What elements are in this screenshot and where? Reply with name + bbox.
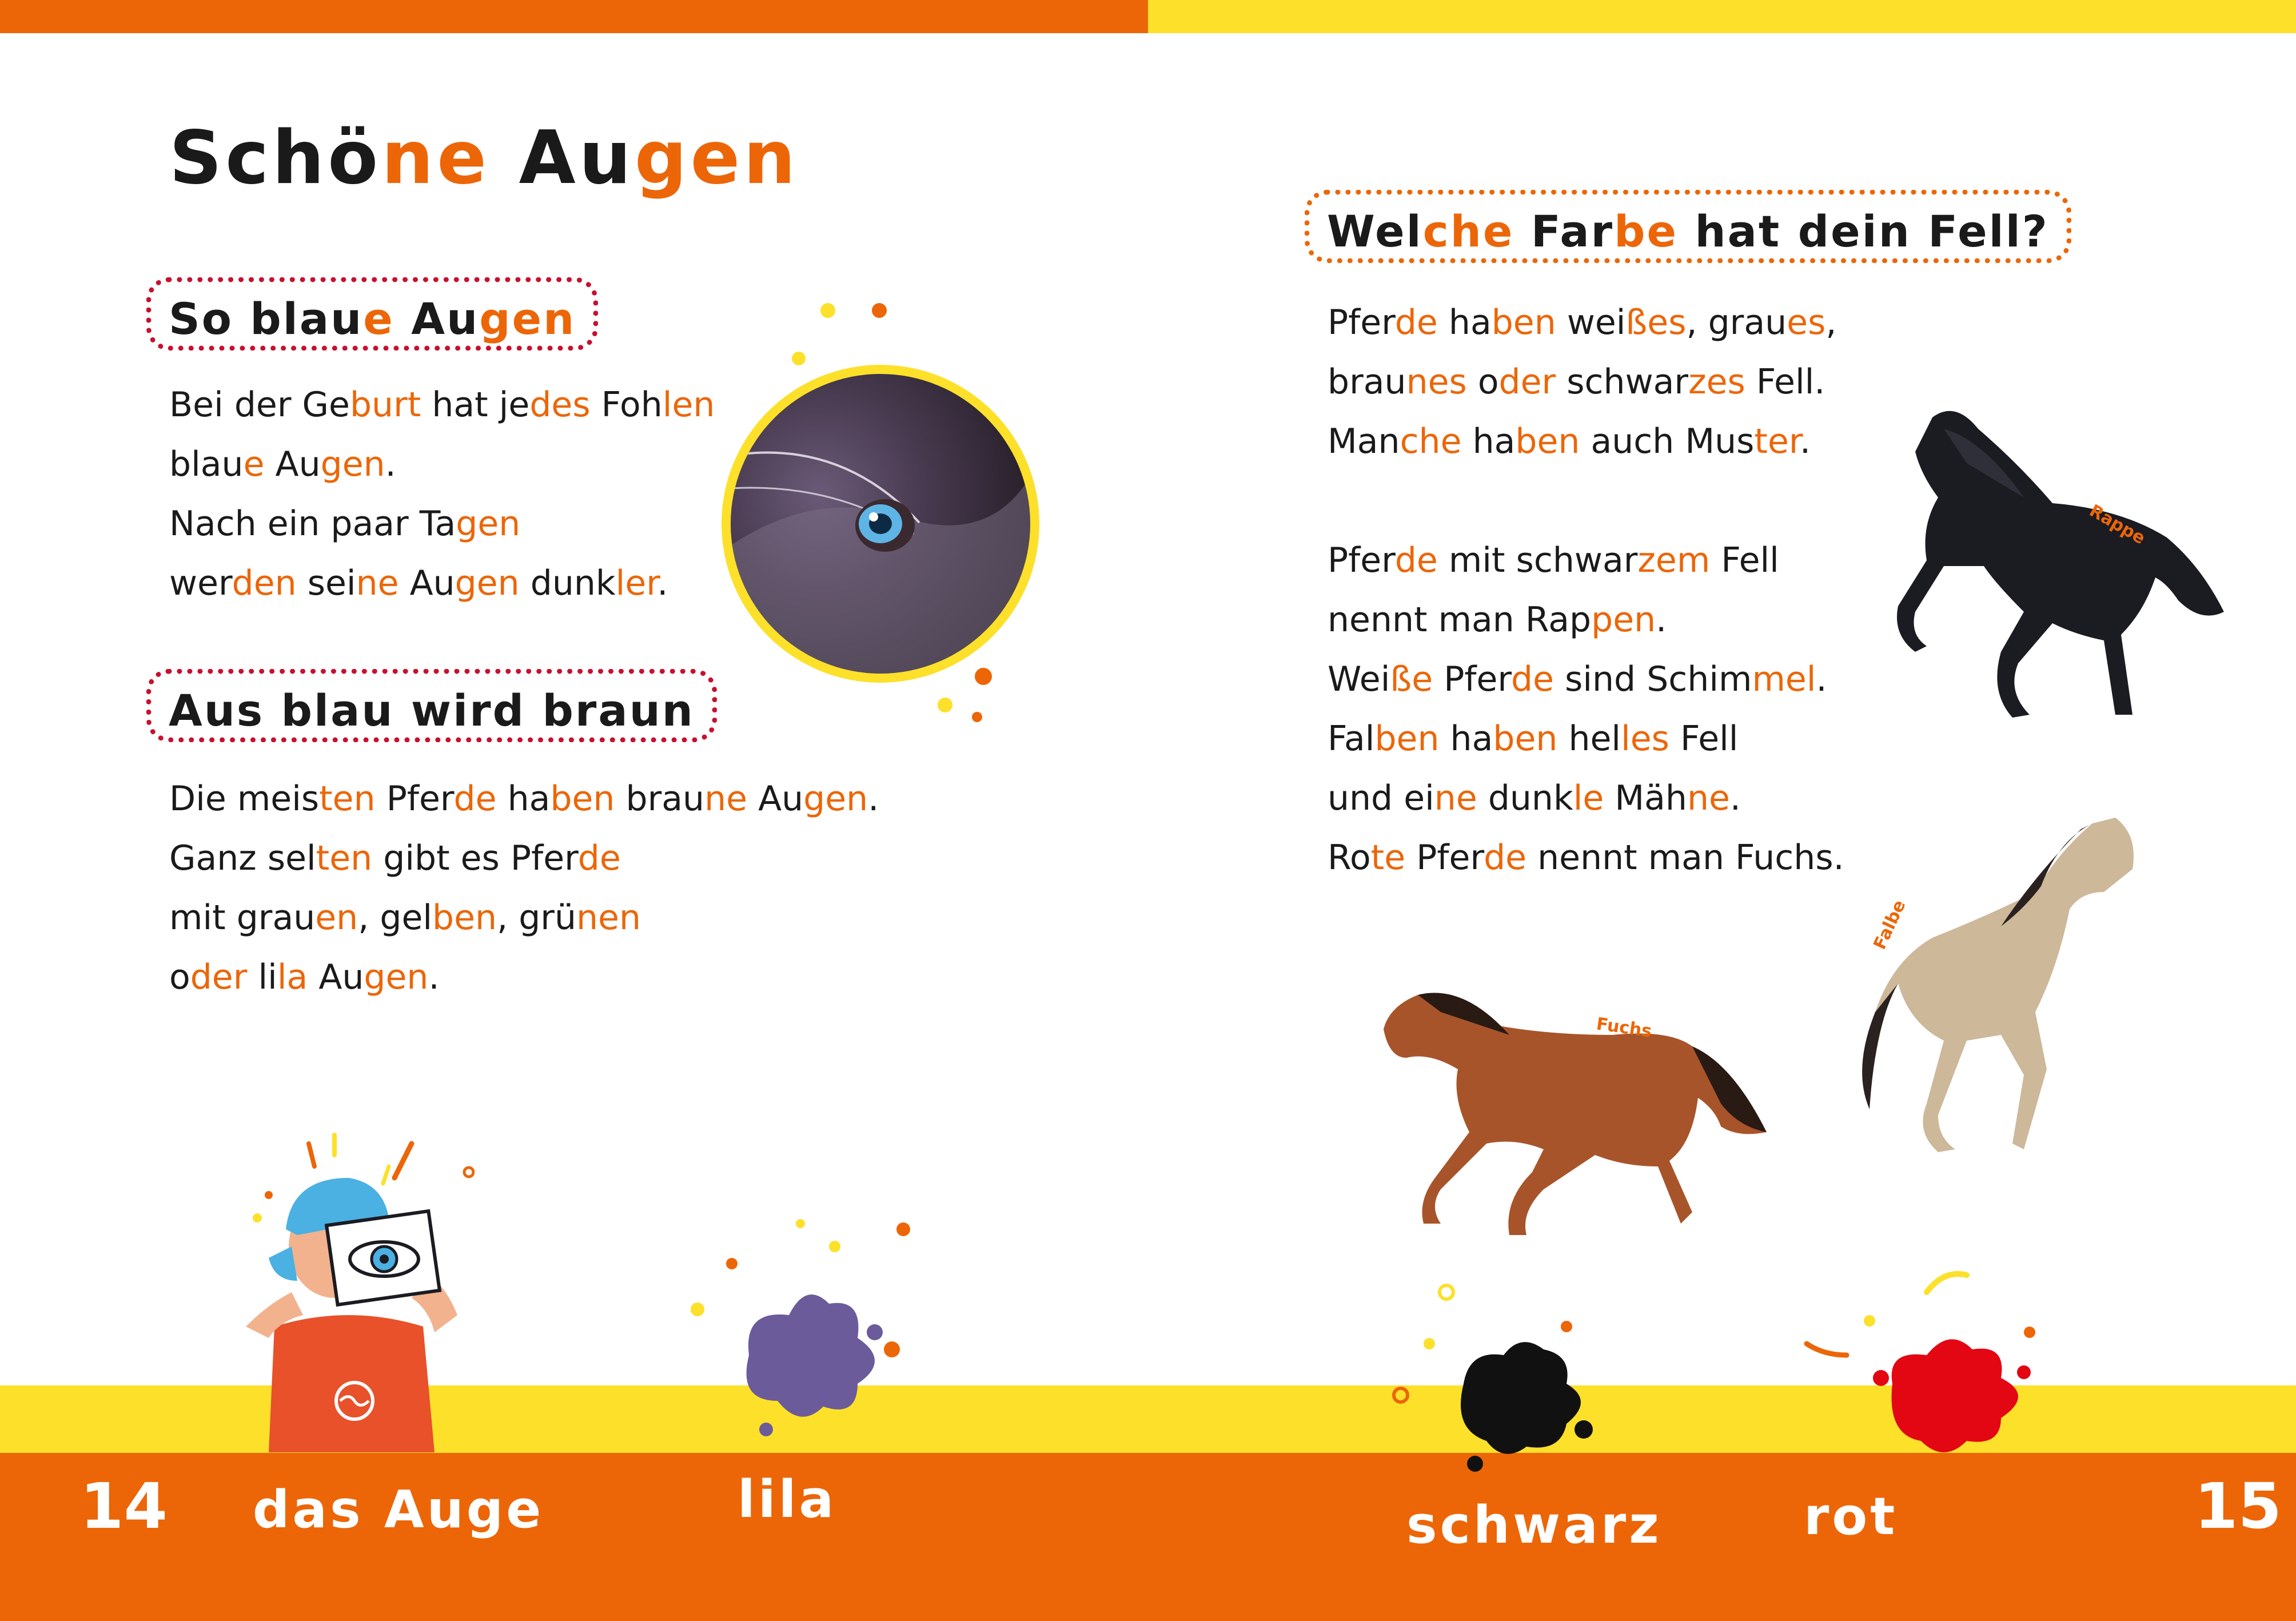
text-segment: de: [1394, 540, 1438, 580]
text-segment: de: [1511, 659, 1554, 699]
text-segment: brau: [1328, 362, 1406, 402]
heading-aus-blau-wird-braun: Aus blau wird braun: [146, 669, 717, 742]
page-title: Schöne Augen: [169, 115, 799, 201]
decor-dot: [820, 303, 835, 318]
horse-eye-drawing: [731, 374, 1030, 674]
paragraph-blaue-augen: [169, 375, 715, 613]
text-segment: pen: [1591, 600, 1656, 640]
caption-fuchs: Fuchs: [1595, 1014, 1653, 1042]
text-line: [169, 494, 715, 553]
text-segment: , gel: [358, 898, 433, 938]
text-segment: ben: [432, 898, 497, 938]
text-segment: dunk: [519, 563, 616, 603]
text-segment: den: [232, 563, 297, 603]
text-segment: en: [315, 898, 358, 938]
text-segment: ,: [1825, 302, 1837, 342]
text-segment: der: [190, 957, 248, 997]
text-line: [169, 769, 879, 829]
text-segment: Mäh: [1604, 778, 1687, 818]
text-segment: Bei der Ge: [169, 385, 350, 425]
black-horse-rappe-image: [1881, 395, 2235, 738]
text-segment: mit schwar: [1437, 540, 1638, 580]
text-segment: .: [428, 957, 440, 997]
text-segment: o: [169, 957, 190, 997]
text-segment: , grau: [1686, 302, 1787, 342]
decor-dot: [972, 712, 982, 722]
text-segment: Pfer: [375, 779, 454, 819]
rot-paint-splat: [1801, 1258, 2064, 1487]
text-segment: .: [1800, 421, 1811, 461]
lila-paint-splat: [663, 1212, 926, 1464]
text-line: [1328, 768, 1844, 828]
text-segment: hat je: [421, 385, 530, 425]
page-number-right: 15: [2194, 1469, 2282, 1543]
text-segment: che: [1400, 421, 1462, 461]
text-segment: schwar: [1556, 362, 1689, 402]
text-segment: e: [243, 444, 265, 484]
paragraph-fellfarben: [1328, 293, 1836, 471]
dun-horse-falbe-image: [1852, 795, 2150, 1161]
text-segment: wei: [1556, 302, 1626, 342]
text-segment: le: [1573, 778, 1604, 818]
text-line: [1328, 828, 1844, 887]
text-segment: Fell.: [1745, 362, 1825, 402]
text-line: [169, 829, 879, 888]
text-line: [1328, 709, 1844, 768]
decor-dot: [938, 698, 952, 712]
text-segment: gen: [364, 957, 429, 997]
text-segment: .: [1816, 659, 1827, 699]
text-segment: brau: [615, 779, 705, 819]
text-segment: len: [662, 385, 715, 425]
text-segment: gen: [320, 444, 385, 484]
heading-so-blaue-augen: So blaue Augen: [146, 277, 598, 351]
text-segment: de: [453, 779, 497, 819]
top-bar-left: [0, 0, 1148, 33]
text-line: [1328, 412, 1836, 471]
footer-word-rot: rot: [1804, 1487, 1898, 1547]
text-line: [169, 375, 715, 435]
text-segment: gen: [803, 779, 868, 819]
text-segment: Pfer: [1328, 302, 1395, 342]
text-segment: gen: [455, 563, 520, 603]
text-line: [169, 947, 879, 1007]
text-segment: mel: [1752, 659, 1816, 699]
page-number-left: 14: [80, 1469, 168, 1543]
text-segment: sind Schim: [1554, 659, 1752, 699]
decor-dot: [792, 352, 806, 365]
text-line: [169, 553, 715, 613]
text-segment: zes: [1688, 362, 1745, 402]
text-segment: zem: [1637, 540, 1711, 580]
text-segment: .: [385, 444, 396, 484]
text-segment: Fell: [1710, 540, 1779, 580]
text-segment: ben: [1515, 421, 1580, 461]
text-segment: ne: [1687, 778, 1730, 818]
text-segment: de: [577, 838, 621, 878]
top-bar-right: [1148, 0, 2296, 33]
text-segment: ben: [1491, 302, 1556, 342]
text-segment: la: [277, 957, 308, 997]
text-segment: Pfer: [1433, 659, 1512, 699]
text-segment: li: [247, 957, 277, 997]
text-segment: wer: [169, 563, 232, 603]
text-segment: burt: [349, 385, 421, 425]
text-segment: Wei: [1328, 659, 1390, 699]
text-segment: des: [529, 385, 591, 425]
decor-dot: [872, 303, 887, 318]
text-segment: ten: [316, 838, 373, 878]
paragraph-braune-augen: [169, 769, 879, 1007]
text-segment: Ganz sel: [169, 838, 316, 878]
text-segment: ne: [356, 563, 399, 603]
text-segment: .: [1729, 778, 1741, 818]
text-segment: es: [1787, 302, 1826, 342]
text-segment: ter: [1754, 421, 1800, 461]
text-segment: ße: [1390, 659, 1433, 699]
text-segment: hel: [1557, 719, 1621, 759]
decor-dot: [975, 668, 992, 685]
text-segment: sei: [296, 563, 356, 603]
text-segment: de: [1394, 302, 1438, 342]
text-segment: Foh: [590, 385, 663, 425]
text-segment: Nach ein paar Ta: [169, 504, 456, 544]
text-segment: Au: [308, 957, 364, 997]
footer-word-schwarz: schwarz: [1406, 1495, 1662, 1555]
text-segment: ben: [550, 779, 615, 819]
text-segment: ler: [615, 563, 657, 603]
text-segment: ha: [1437, 302, 1492, 342]
text-segment: ha: [496, 779, 551, 819]
text-line: [169, 888, 879, 947]
text-segment: ne: [1434, 778, 1477, 818]
text-segment: te: [1370, 838, 1406, 878]
text-segment: o: [1466, 362, 1499, 402]
text-segment: nes: [1406, 362, 1467, 402]
text-segment: Ro: [1328, 838, 1371, 878]
text-segment: blau: [169, 444, 244, 484]
text-segment: les: [1621, 719, 1669, 759]
footer-word-lila: lila: [738, 1469, 837, 1530]
text-segment: ben: [1493, 719, 1558, 759]
text-segment: auch Mus: [1580, 421, 1755, 461]
text-segment: ßes: [1625, 302, 1687, 342]
text-segment: ne: [704, 779, 748, 819]
text-line: [1328, 650, 1844, 709]
horse-eye-photo: [731, 374, 1030, 674]
text-line: [1328, 590, 1844, 650]
text-segment: Fal: [1328, 719, 1375, 759]
text-segment: nennt man Fuchs.: [1526, 838, 1844, 878]
schwarz-paint-splat: [1384, 1275, 1635, 1492]
text-line: [1328, 531, 1844, 590]
text-segment: ha: [1439, 719, 1493, 759]
text-segment: nennt man Rap: [1328, 600, 1592, 640]
text-line: [1328, 293, 1836, 352]
text-segment: dunk: [1477, 778, 1573, 818]
text-segment: gibt es Pfer: [372, 838, 578, 878]
text-line: [169, 435, 715, 494]
text-segment: ten: [319, 779, 376, 819]
text-segment: mit grau: [169, 898, 316, 938]
text-segment: , grü: [497, 898, 577, 938]
text-segment: Pfer: [1405, 838, 1484, 878]
text-segment: Au: [398, 563, 455, 603]
text-segment: Pfer: [1328, 540, 1395, 580]
heading-welche-farbe: Welche Farbe hat dein Fell?: [1305, 190, 2071, 263]
text-segment: .: [868, 779, 879, 819]
text-segment: der: [1498, 362, 1556, 402]
text-segment: Man: [1328, 421, 1400, 461]
text-segment: Die meis: [169, 779, 320, 819]
text-segment: Fell: [1669, 719, 1739, 759]
paragraph-rappe-schimmel: [1328, 531, 1844, 887]
caption-falbe: Falbe: [1870, 897, 1910, 953]
caption-rappe: Rappe: [2086, 500, 2149, 549]
text-segment: .: [1656, 600, 1667, 640]
text-segment: gen: [456, 504, 521, 544]
chestnut-horse-fuchs-image: [1372, 972, 1772, 1246]
text-segment: Au: [264, 444, 321, 484]
text-segment: .: [657, 563, 668, 603]
text-line: [1328, 352, 1836, 412]
text-segment: ha: [1461, 421, 1516, 461]
text-segment: nen: [576, 898, 641, 938]
text-segment: Au: [747, 779, 804, 819]
text-segment: ben: [1374, 719, 1440, 759]
footer-word-das-auge: das Auge: [253, 1480, 544, 1540]
text-segment: de: [1484, 838, 1527, 878]
text-segment: und ei: [1328, 778, 1434, 818]
child-with-eye-picture-illustration: [234, 1132, 475, 1452]
